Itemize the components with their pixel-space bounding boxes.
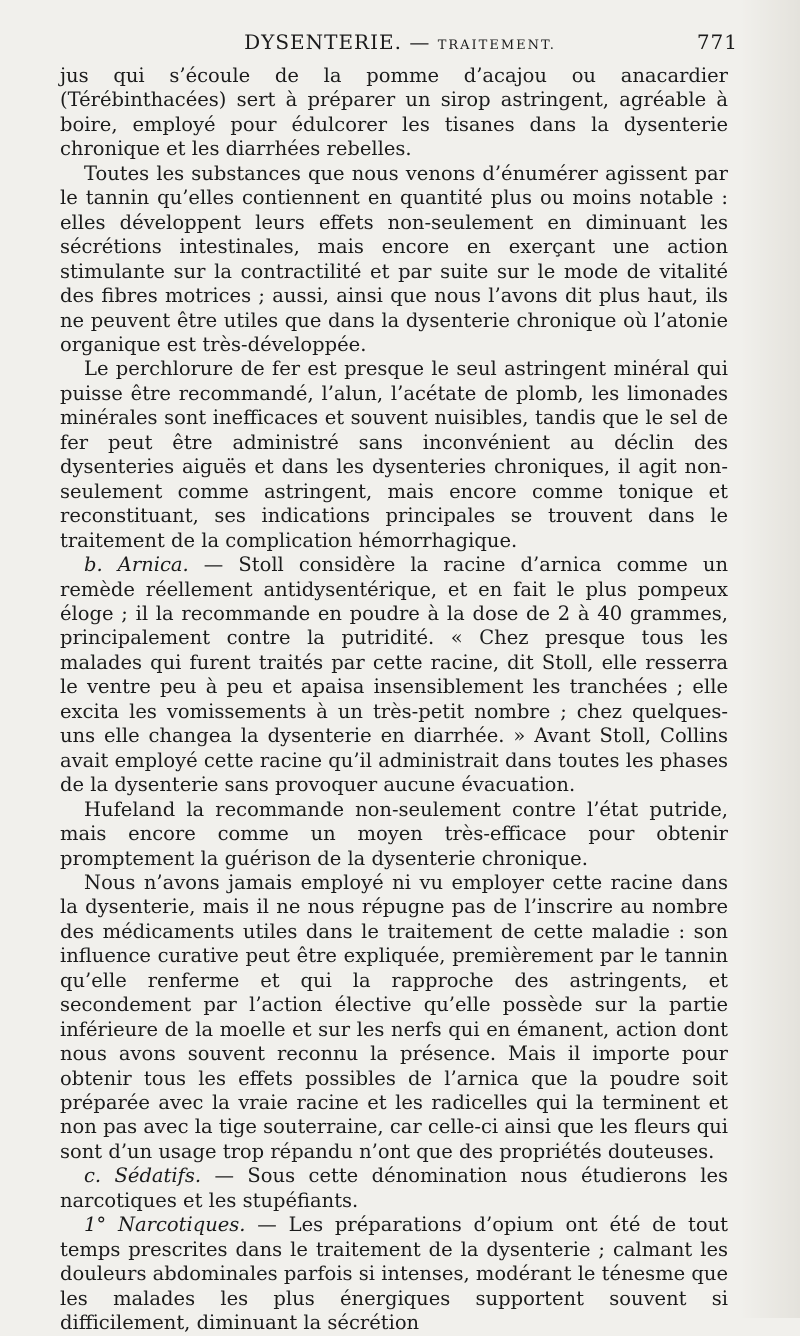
running-subtitle: TRAITEMENT.	[437, 38, 556, 53]
paragraph: Hufeland la recommande non-seulement contre l’état putride, mais encore comme un moyen très-efficace pour obtenir promptement la guérison de la dysenterie chronique.	[60, 797, 728, 870]
paragraph: jus qui s’écoule de la pomme d’acajou ou anacardier (Térébinthacées) sert à préparer un sirop astringent, agréable à boire, employé pour édulcorer les tisanes dans la dysenterie chronique et les diarrhées rebelles.	[60, 64, 728, 161]
paragraph: Le perchlorure de fer est presque le seul astringent minéral qui puisse être recommandé, l’alun, l’acétate de plomb, les limonades minérales sont inefficaces et souvent nuisibles, tandis que le sel de fer peut être administré sans inconvénient au déclin des dysenteries aiguës et dans les dysenteries chroniques, il agit non-seulement comme astringent, mais encore comme tonique et reconstituant, ses indications principales se trouvent dans le traitement de la complication hémorrhagique.	[60, 357, 728, 552]
running-header	[60, 30, 740, 64]
paragraph: b. Arnica. — Stoll considère la racine d’arnica comme un remède réellement antidysentérique, et en fait le plus pompeux éloge ; il la recommande en poudre à la dose de 2 à 40 grammes, principalement contre la putridité. « Chez presque tous les malades qui furent traités par cette racine, dit Stoll, elle resserra le ventre peu à peu et apaisa insensiblement les tranchées ; elle excita les vomissements à un très-petit nombre ; chez quelques-uns elle changea la dysenterie en diarrhée. » Avant Stoll, Collins avait employé cette racine qu’il administrait dans toutes les phases de la dysenterie sans provoquer aucune évacuation.	[60, 553, 728, 797]
paragraph: Toutes les substances que nous venons d’énumérer agissent par le tannin qu’elles contiennent en quantité plus ou moins notable : elles développent leurs effets non-seulement en diminuant les sécrétions intestinales, mais encore en exerçant une action stimulante sur la contractilité et par suite sur le mode de vitalité des fibres motrices ; aussi, ainsi que nous l’avons dit plus haut, ils ne peuvent être utiles que dans la dysenterie chronique où l’atonie organique est très-développée.	[60, 161, 728, 356]
facing-page-edge	[740, 0, 800, 1318]
section-heading: b. Arnica.	[84, 553, 189, 577]
paragraph: c. Sédatifs. — Sous cette dénomination nous étudierons les narcotiques et les stupéfiants.	[60, 1164, 728, 1212]
paragraph: 1° Narcotiques. — Les préparations d’opium ont été de tout temps prescrites dans le traitement de la dysenterie ; calmant les douleurs abdominales parfois si intenses, modérant le ténesme que les malades les plus énergiques supportent souvent si difficilement, diminuant la sécrétion	[60, 1213, 728, 1335]
paragraph: Nous n’avons jamais employé ni vu employer cette racine dans la dysenterie, mais il ne nous répugne pas de l’inscrire au nombre des médicaments utiles dans le traitement de cette maladie : son influence curative peut être expliquée, premièrement par le tannin qu’elle renferme et qui la rapproche des astringents, et secondement par l’action élective qu’elle possède sur la partie inférieure de la moelle et sur les nerfs qui en émanent, action dont nous avons souvent reconnu la présence. Mais il importe pour obtenir tous les effets possibles de l’arnica que la poudre soit préparée avec la vraie racine et les radicelles qui la terminent et non pas avec la tige souterraine, car celle-ci ainsi que les fleurs qui sont d’un usage trop répandu n’ont que des propriétés douteuses.	[60, 870, 728, 1163]
body-text	[60, 64, 728, 1336]
section-heading: c. Sédatifs.	[84, 1164, 202, 1188]
section-heading: 1° Narcotiques.	[84, 1213, 246, 1237]
page-number: 771	[696, 30, 738, 54]
running-title: DYSENTERIE.	[244, 30, 402, 54]
header-dash: —	[409, 30, 431, 54]
